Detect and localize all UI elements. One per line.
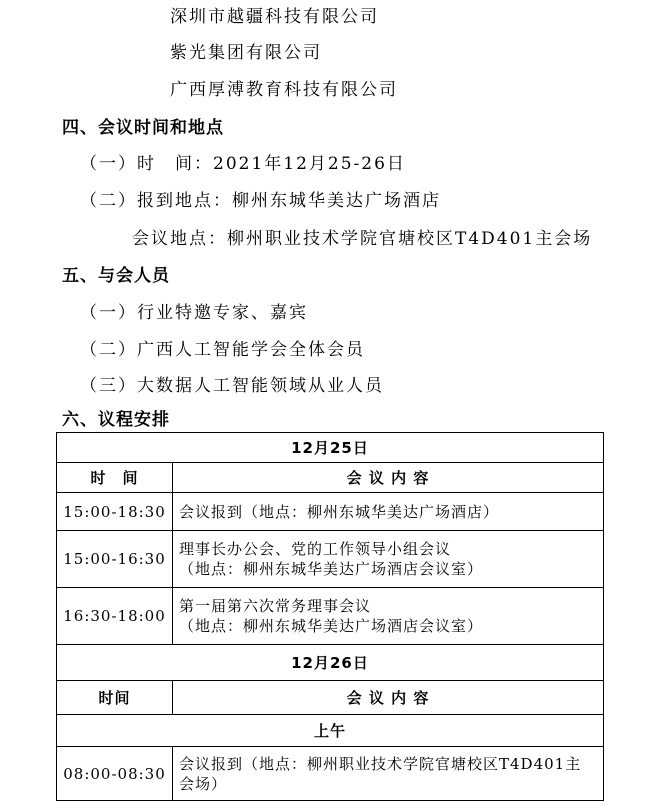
day1-row3-line1: 第一届第六次常务理事会议	[179, 597, 372, 615]
day2-row1-content	[173, 747, 604, 801]
table-row	[57, 588, 604, 645]
day1-row3-time: 16:30-18:00	[57, 588, 173, 645]
table-row	[57, 531, 604, 588]
day2-row1-time: 08:00-08:30	[57, 747, 173, 801]
day2-header-row	[57, 681, 604, 715]
day1-row1-content	[173, 493, 604, 531]
day1-date-row	[57, 433, 604, 463]
day1-col-time: 时 间	[57, 463, 173, 493]
table-row	[57, 747, 604, 801]
day1-row3-line2: （地点：柳州东城华美达广场酒店会议室）	[179, 617, 484, 635]
company-1: 深圳市越疆科技有限公司	[170, 7, 379, 27]
section5-item-1: （一）行业特邀专家、嘉宾	[80, 303, 308, 323]
day2-col-time: 时间	[57, 681, 173, 715]
company-2: 紫光集团有限公司	[170, 43, 322, 63]
day1-col-content: 会 议 内 容	[173, 463, 604, 493]
day1-row3-content	[173, 588, 604, 645]
section4-checkin: （二）报到地点：柳州东城华美达广场酒店	[80, 191, 441, 211]
day1-row1-line1: 会议报到（地点：柳州东城华美达广场酒店）	[179, 502, 500, 521]
section4-time: （一）时 间：2021年12月25-26日	[80, 154, 406, 174]
day1-header-row	[57, 463, 604, 493]
day1-row2-time: 15:00-16:30	[57, 531, 173, 588]
agenda-table	[56, 432, 604, 801]
day2-col-content: 会 议 内 容	[173, 681, 604, 715]
section6-title: 六、议程安排	[62, 410, 170, 430]
section5-item-3: （三）大数据人工智能领域从业人员	[80, 376, 384, 396]
section5-item-2: （二）广西人工智能学会全体会员	[80, 340, 365, 360]
day1-row2-content	[173, 531, 604, 588]
day2-period-row	[57, 715, 604, 747]
section5-title: 五、与会人员	[62, 266, 170, 286]
section4-venue: 会议地点：柳州职业技术学院官塘校区T4D401主会场	[132, 229, 593, 249]
day2-row1-line2: 会场）	[179, 774, 228, 793]
section4-title: 四、会议时间和地点	[62, 118, 224, 138]
day1-row2-line2: （地点：柳州东城华美达广场酒店会议室）	[179, 560, 484, 578]
table-row	[57, 493, 604, 531]
day2-date: 12月26日	[57, 645, 604, 681]
company-3: 广西厚溥教育科技有限公司	[170, 80, 398, 100]
day2-date-row	[57, 645, 604, 681]
day1-row1-time: 15:00-18:30	[57, 493, 173, 531]
day1-row2-line1: 理事长办公会、党的工作领导小组会议	[179, 540, 452, 558]
day2-period: 上午	[57, 715, 604, 747]
day1-date: 12月25日	[57, 433, 604, 463]
day2-row1-line1: 会议报到（地点：柳州职业技术学院官塘校区T4D401主	[179, 754, 582, 773]
